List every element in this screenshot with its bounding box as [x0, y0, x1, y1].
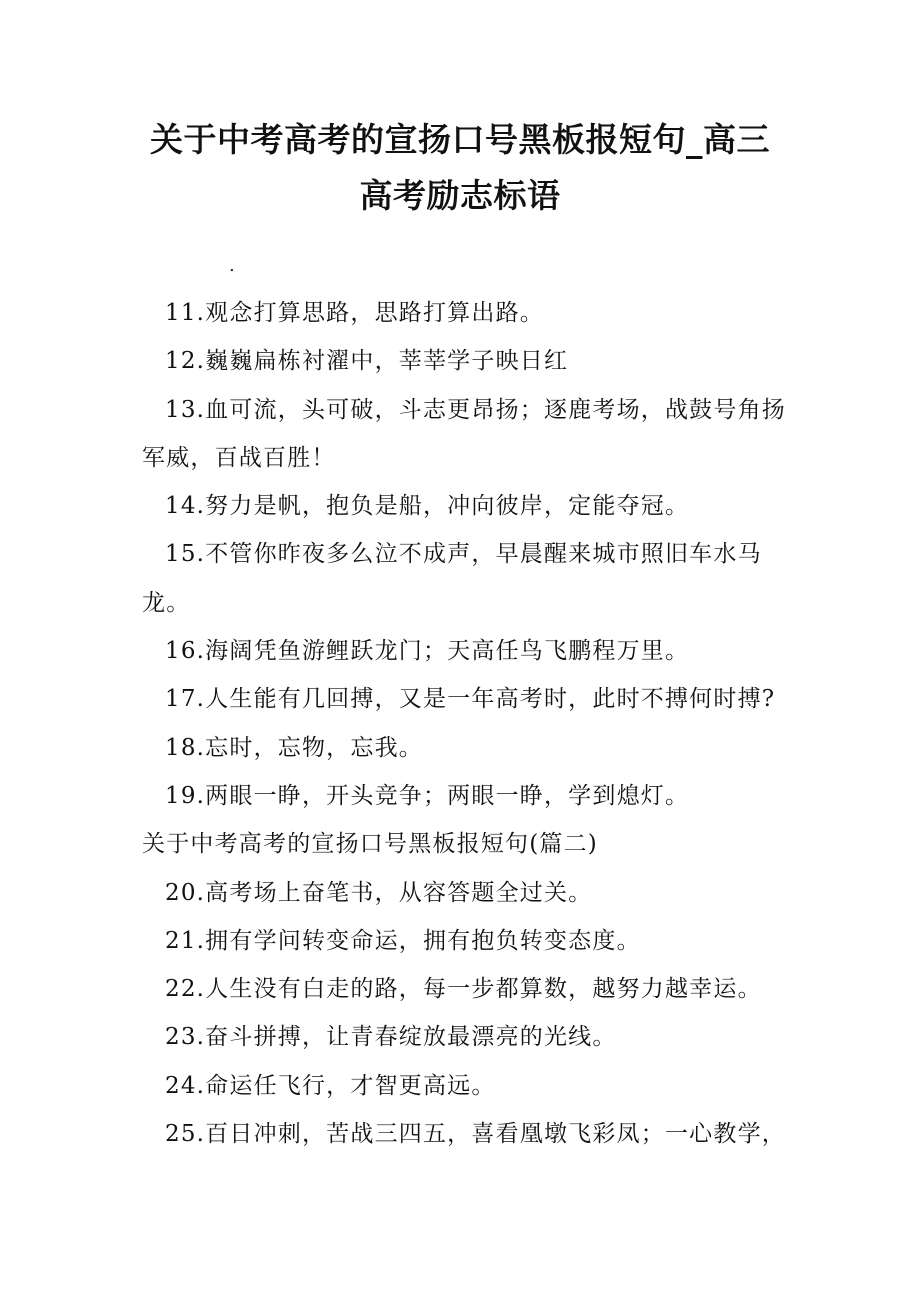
paragraph-11: 11.观念打算思路，思路打算出路。 — [165, 300, 544, 326]
paragraph-15: 15.不管你昨夜多么泣不成声，早晨醒来城市照旧车水马龙。 — [142, 541, 762, 616]
title-line-1: 关于中考高考的宣扬口号黑板报短句_高三 — [150, 120, 770, 159]
paragraph-24: 24.命运任飞行，才智更高远。 — [165, 1072, 496, 1099]
paragraph-19: 19.两眼一睁，开头竞争；两眼一睁，学到熄灯。 — [165, 782, 690, 809]
paragraph-17: 17.人生能有几回搏，又是一年高考时，此时不搏何时搏? — [165, 686, 776, 713]
paragraph-25: 25.百日冲刺，苦战三四五，喜看凰墩飞彩凤；一心教学， — [165, 1121, 786, 1148]
paragraph-18: 18.忘时，忘物，忘我。 — [165, 734, 423, 761]
separator-dot: . — [229, 255, 235, 276]
document-body — [142, 289, 790, 1158]
paragraph-13: 13.血可流，头可破，斗志更昂扬；逐鹿考场，战鼓号角扬军威，百战百胜！ — [142, 396, 786, 471]
title-line-2: 高考励志标语 — [359, 176, 561, 215]
paragraph-23: 23.奋斗拼搏，让青春绽放最漂亮的光线。 — [165, 1024, 617, 1051]
document-title — [0, 112, 920, 224]
paragraph-14: 14.努力是帆，抱负是船，冲向彼岸，定能夺冠。 — [165, 493, 690, 520]
paragraph-12: 12.巍巍扁栋衬濯中，莘莘学子映日红 — [165, 348, 569, 375]
section-heading: 关于中考高考的宣扬口号黑板报短句(篇二) — [142, 831, 598, 858]
paragraph-20: 20.高考场上奋笔书，从容答题全过关。 — [165, 879, 593, 906]
paragraph-16: 16.海阔凭鱼游鲤跃龙门；天高任鸟飞鹏程万里。 — [165, 638, 690, 665]
paragraph-21: 21.拥有学问转变命运，拥有抱负转变态度。 — [165, 927, 641, 954]
paragraph-22: 22.人生没有白走的路，每一步都算数，越努力越幸运。 — [165, 976, 762, 1003]
